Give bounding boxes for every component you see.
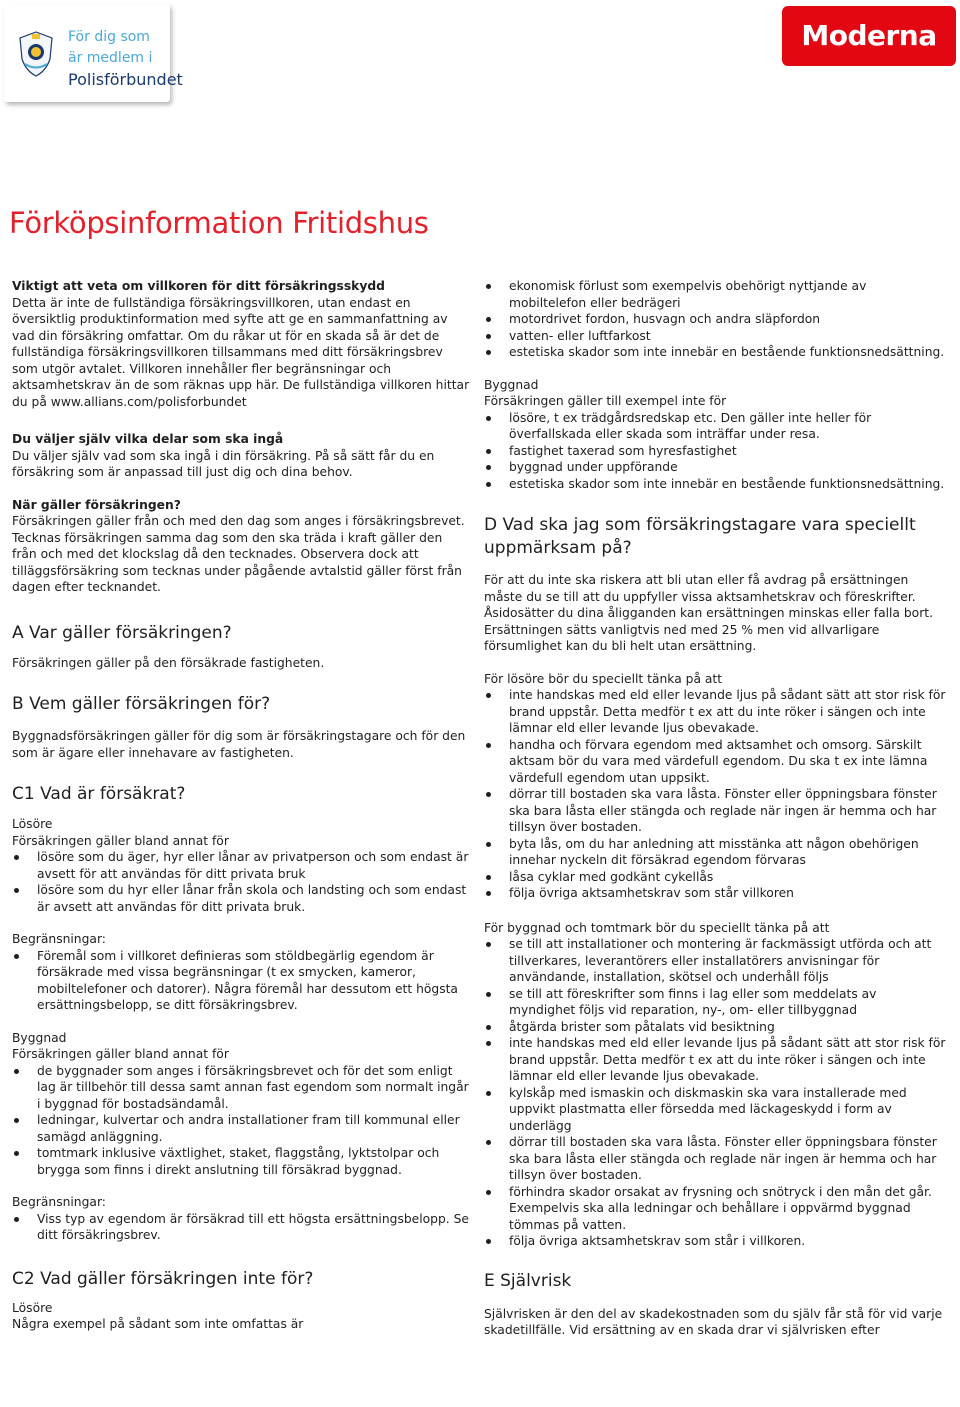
list-item: lösöre, t ex trädgårdsredskap etc. Den gäller inte heller för överfallskada eller skada som inträffar under resa. <box>484 410 946 443</box>
section-c2-heading: C2 Vad gäller försäkringen inte för? <box>12 1268 314 1289</box>
choose-heading: Du väljer själv vilka delar som ska ingå <box>12 432 284 446</box>
section-e-heading: E Självrisk <box>484 1270 572 1291</box>
polisforbundet-logo <box>4 4 183 102</box>
list-item: motordrivet fordon, husvagn och andra släpfordon <box>484 311 946 328</box>
c1-limits1-heading: Begränsningar: <box>12 932 106 946</box>
section-e-body: Självrisken är den del av skadekostnaden som du själv får stå för vid varje skadetillfälle. Vid ersättning av en skada drar vi självrisken efter <box>484 1306 943 1337</box>
list-item: se till att föreskrifter som finns i lag eller som meddelats av myndighet följs vid reparation, ny-, om- eller tillbyggnad <box>484 986 946 1019</box>
list-item: låsa cyklar med godkänt cykellås <box>484 869 946 886</box>
list-item: estetiska skador som inte innebär en bestående funktionsnedsättning. <box>484 476 946 493</box>
c2-losore-heading: Lösöre <box>12 1300 53 1315</box>
police-emblem-icon <box>18 31 54 77</box>
section-a-body: Försäkringen gäller på den försäkrade fastigheten. <box>12 655 325 670</box>
choose-body: Du väljer själv vad som ska ingå i din försäkring. På så sätt får du en försäkring som är anpassad till just dig och dina behov. <box>12 448 435 479</box>
c1-limits1-list <box>12 948 470 1014</box>
list-item: estetiska skador som inte innebär en bestående funktionsnedsättning. <box>484 344 946 361</box>
list-item: inte handskas med eld eller levande ljus på sådant sätt att stor risk för brand uppstår. Detta medför t ex att du inte röker i sängen och inte lämnar eld eller levande ljus obevakade. <box>484 1035 946 1085</box>
losore-care-intro: För lösöre bör du speciellt tänka på att <box>484 671 723 686</box>
list-item: ledningar, kulvertar och andra installationer fram till kommunal eller samägd anläggning. <box>12 1112 470 1145</box>
list-item: byggnad under uppförande <box>484 459 946 476</box>
logo-organization-name: Polisförbundet <box>68 70 183 89</box>
list-item: tomtmark inklusive växtlighet, staket, flaggstång, lyktstolpar och brygga som finns i direkt anslutning till försäkrad byggnad. <box>12 1145 470 1178</box>
right-column <box>484 278 946 1339</box>
intro-body: Detta är inte de fullständiga försäkringsvillkoren, utan endast en översiktlig produktinformation med syfte att ge en sammanfattning av vad din försäkring omfattar. Om du råkar ut för en skada så är det de fullständiga försäkringsvillkoren tillsammans med ditt försäkringsbrev som utgör avtalet. Villkoren innehåller fler begränsningar och aktsamhetskrav än de som räknas upp här. De fullständiga villkoren hittar du på www.allians.com/polisforbundet <box>12 295 470 409</box>
section-a-heading: A Var gäller försäkringen? <box>12 622 232 643</box>
c1-limits2-list <box>12 1211 470 1244</box>
losore-care-list <box>484 687 946 902</box>
list-item: se till att installationer och montering är fackmässigt utförda och att tillverkares, leverantörers eller installatörers anvisningar för användande, installation, skötsel och underhåll följs <box>484 936 946 986</box>
page-title: Förköpsinformation Fritidshus <box>9 206 429 240</box>
byggnad-care-intro: För byggnad och tomtmark bör du speciellt tänka på att <box>484 920 830 935</box>
list-item: Viss typ av egendom är försäkrad till ett högsta ersättningsbelopp. Se ditt försäkringsbrev. <box>12 1211 470 1244</box>
c1-byggnad-intro: Försäkringen gäller bland annat för <box>12 1047 229 1061</box>
list-item: följa övriga aktsamhetskrav som står i villkoren. <box>484 1233 946 1250</box>
list-item: åtgärda brister som påtalats vid besiktning <box>484 1019 946 1036</box>
list-item: förhindra skador orsakat av frysning och snötryck i den mån det går. Exempelvis ska alla ledningar och behållare i oppvärmd byggnad tömmas på vatten. <box>484 1184 946 1234</box>
byggnad-heading: Byggnad <box>484 377 539 392</box>
list-item: dörrar till bostaden ska vara låsta. Fönster eller öppningsbara fönster ska bara låsta eller stängda och reglade när ingen är hemma och har tillsyn över bostaden. <box>484 786 946 836</box>
logo-tagline-line1: För dig som <box>68 29 150 45</box>
losore-exclusions-list <box>484 278 946 361</box>
list-item: kylskåp med ismaskin och diskmaskin ska vara installerade med uppvikt plastmatta eller försedda med läckageskydd i form av underlägg <box>484 1085 946 1135</box>
logo-tagline-line2: är medlem i <box>68 50 153 66</box>
list-item: inte handskas med eld eller levande ljus på sådant sätt att stor risk för brand uppstår. Detta medför t ex att du inte röker i sängen och inte lämnar eld eller levande ljus obevakade. <box>484 687 946 737</box>
left-column <box>12 278 470 1333</box>
list-item: de byggnader som anges i försäkringsbrevet och för det som enligt lag är tillbehör till dessa samt annan fast egendom som normalt ingår i byggnad för bostadsändamål. <box>12 1063 470 1113</box>
list-item: ekonomisk förlust som exempelvis obehörigt nyttjande av mobiltelefon eller bedrägeri <box>484 278 946 311</box>
list-item: följa övriga aktsamhetskrav som står villkoren <box>484 885 946 902</box>
when-body: Försäkringen gäller från och med den dag som anges i försäkringsbrevet. Tecknas försäkringen samma dag som den ska träda i kraft gäller den från och med det klockslag då den tecknades. Observera dock att tilläggsförsäkring som tecknas under pågående avtalstid gäller först från dagen efter tecknandet. <box>12 514 465 594</box>
section-b-body: Byggnadsförsäkringen gäller för dig som är försäkringstagare och för den som är ägare eller innehavare av fastigheten. <box>12 729 466 760</box>
list-item: handha och förvara egendom med aktsamhet och omsorg. Särskilt aktsam bör du vara med värdefull egendom. Du ska t ex inte lämna värdefull egendom utan uppsikt. <box>484 737 946 787</box>
section-c1-heading: C1 Vad är försäkrat? <box>12 784 186 804</box>
byggnad-exclusions-list <box>484 410 946 493</box>
section-b-heading: B Vem gäller försäkringen för? <box>12 694 271 714</box>
list-item: Föremål som i villkoret definieras som stöldbegärlig egendom är försäkrade med vissa begränsningar (t ex smycken, kameror, mobiltelefoner och datorer). Några föremål har dessutom ett högsta ersättningsbelopp, se ditt försäkringsbrev. <box>12 948 470 1014</box>
byggnad-intro: Försäkringen gäller till exempel inte för <box>484 394 727 408</box>
when-heading: När gäller försäkringen? <box>12 497 181 512</box>
byggnad-care-list <box>484 936 946 1250</box>
c1-byggnad-heading: Byggnad <box>12 1030 67 1045</box>
c1-byggnad-list <box>12 1063 470 1179</box>
c1-losore-heading: Lösöre <box>12 817 53 831</box>
list-item: lösöre som du äger, hyr eller lånar av privatperson och som endast är avsett för att användas för ditt privata bruk <box>12 849 470 882</box>
intro-heading: Viktigt att veta om villkoren för ditt försäkringsskydd <box>12 279 385 293</box>
section-d-body: För att du inte ska riskera att bli utan eller få avdrag på ersättningen måste du se till att du uppfyller vissa aktsamhetskrav och föreskrifter. Åsidosätter du dina åligganden kan ersättningen minskas eller falla bort. Ersättningen sätts vanligtvis ned med 25 % men vid allvarligare försumlighet kan du bli helt utan ersättning. <box>484 573 933 653</box>
list-item: byta lås, om du har anledning att misstänka att någon obehörigen innehar nyckeln dit försäkrad egendom förvaras <box>484 836 946 869</box>
moderna-logo: Moderna <box>782 6 956 66</box>
list-item: fastighet taxerad som hyresfastighet <box>484 443 946 460</box>
list-item: lösöre som du hyr eller lånar från skola och landsting och som endast är avsett att användas för ditt privata bruk. <box>12 882 470 915</box>
c1-losore-intro: Försäkringen gäller bland annat för <box>12 833 229 848</box>
section-d-heading: D Vad ska jag som försäkringstagare vara speciellt uppmärksam på? <box>484 515 916 558</box>
c1-limits2-heading: Begränsningar: <box>12 1195 106 1209</box>
list-item: vatten- eller luftfarkost <box>484 328 946 345</box>
list-item: dörrar till bostaden ska vara låsta. Fönster eller öppningsbara fönster ska bara låsta eller stängda och reglade när ingen är hemma och har tillsyn över bostaden. <box>484 1134 946 1184</box>
c1-losore-list <box>12 849 470 915</box>
c2-losore-intro: Några exempel på sådant som inte omfattas är <box>12 1317 304 1331</box>
